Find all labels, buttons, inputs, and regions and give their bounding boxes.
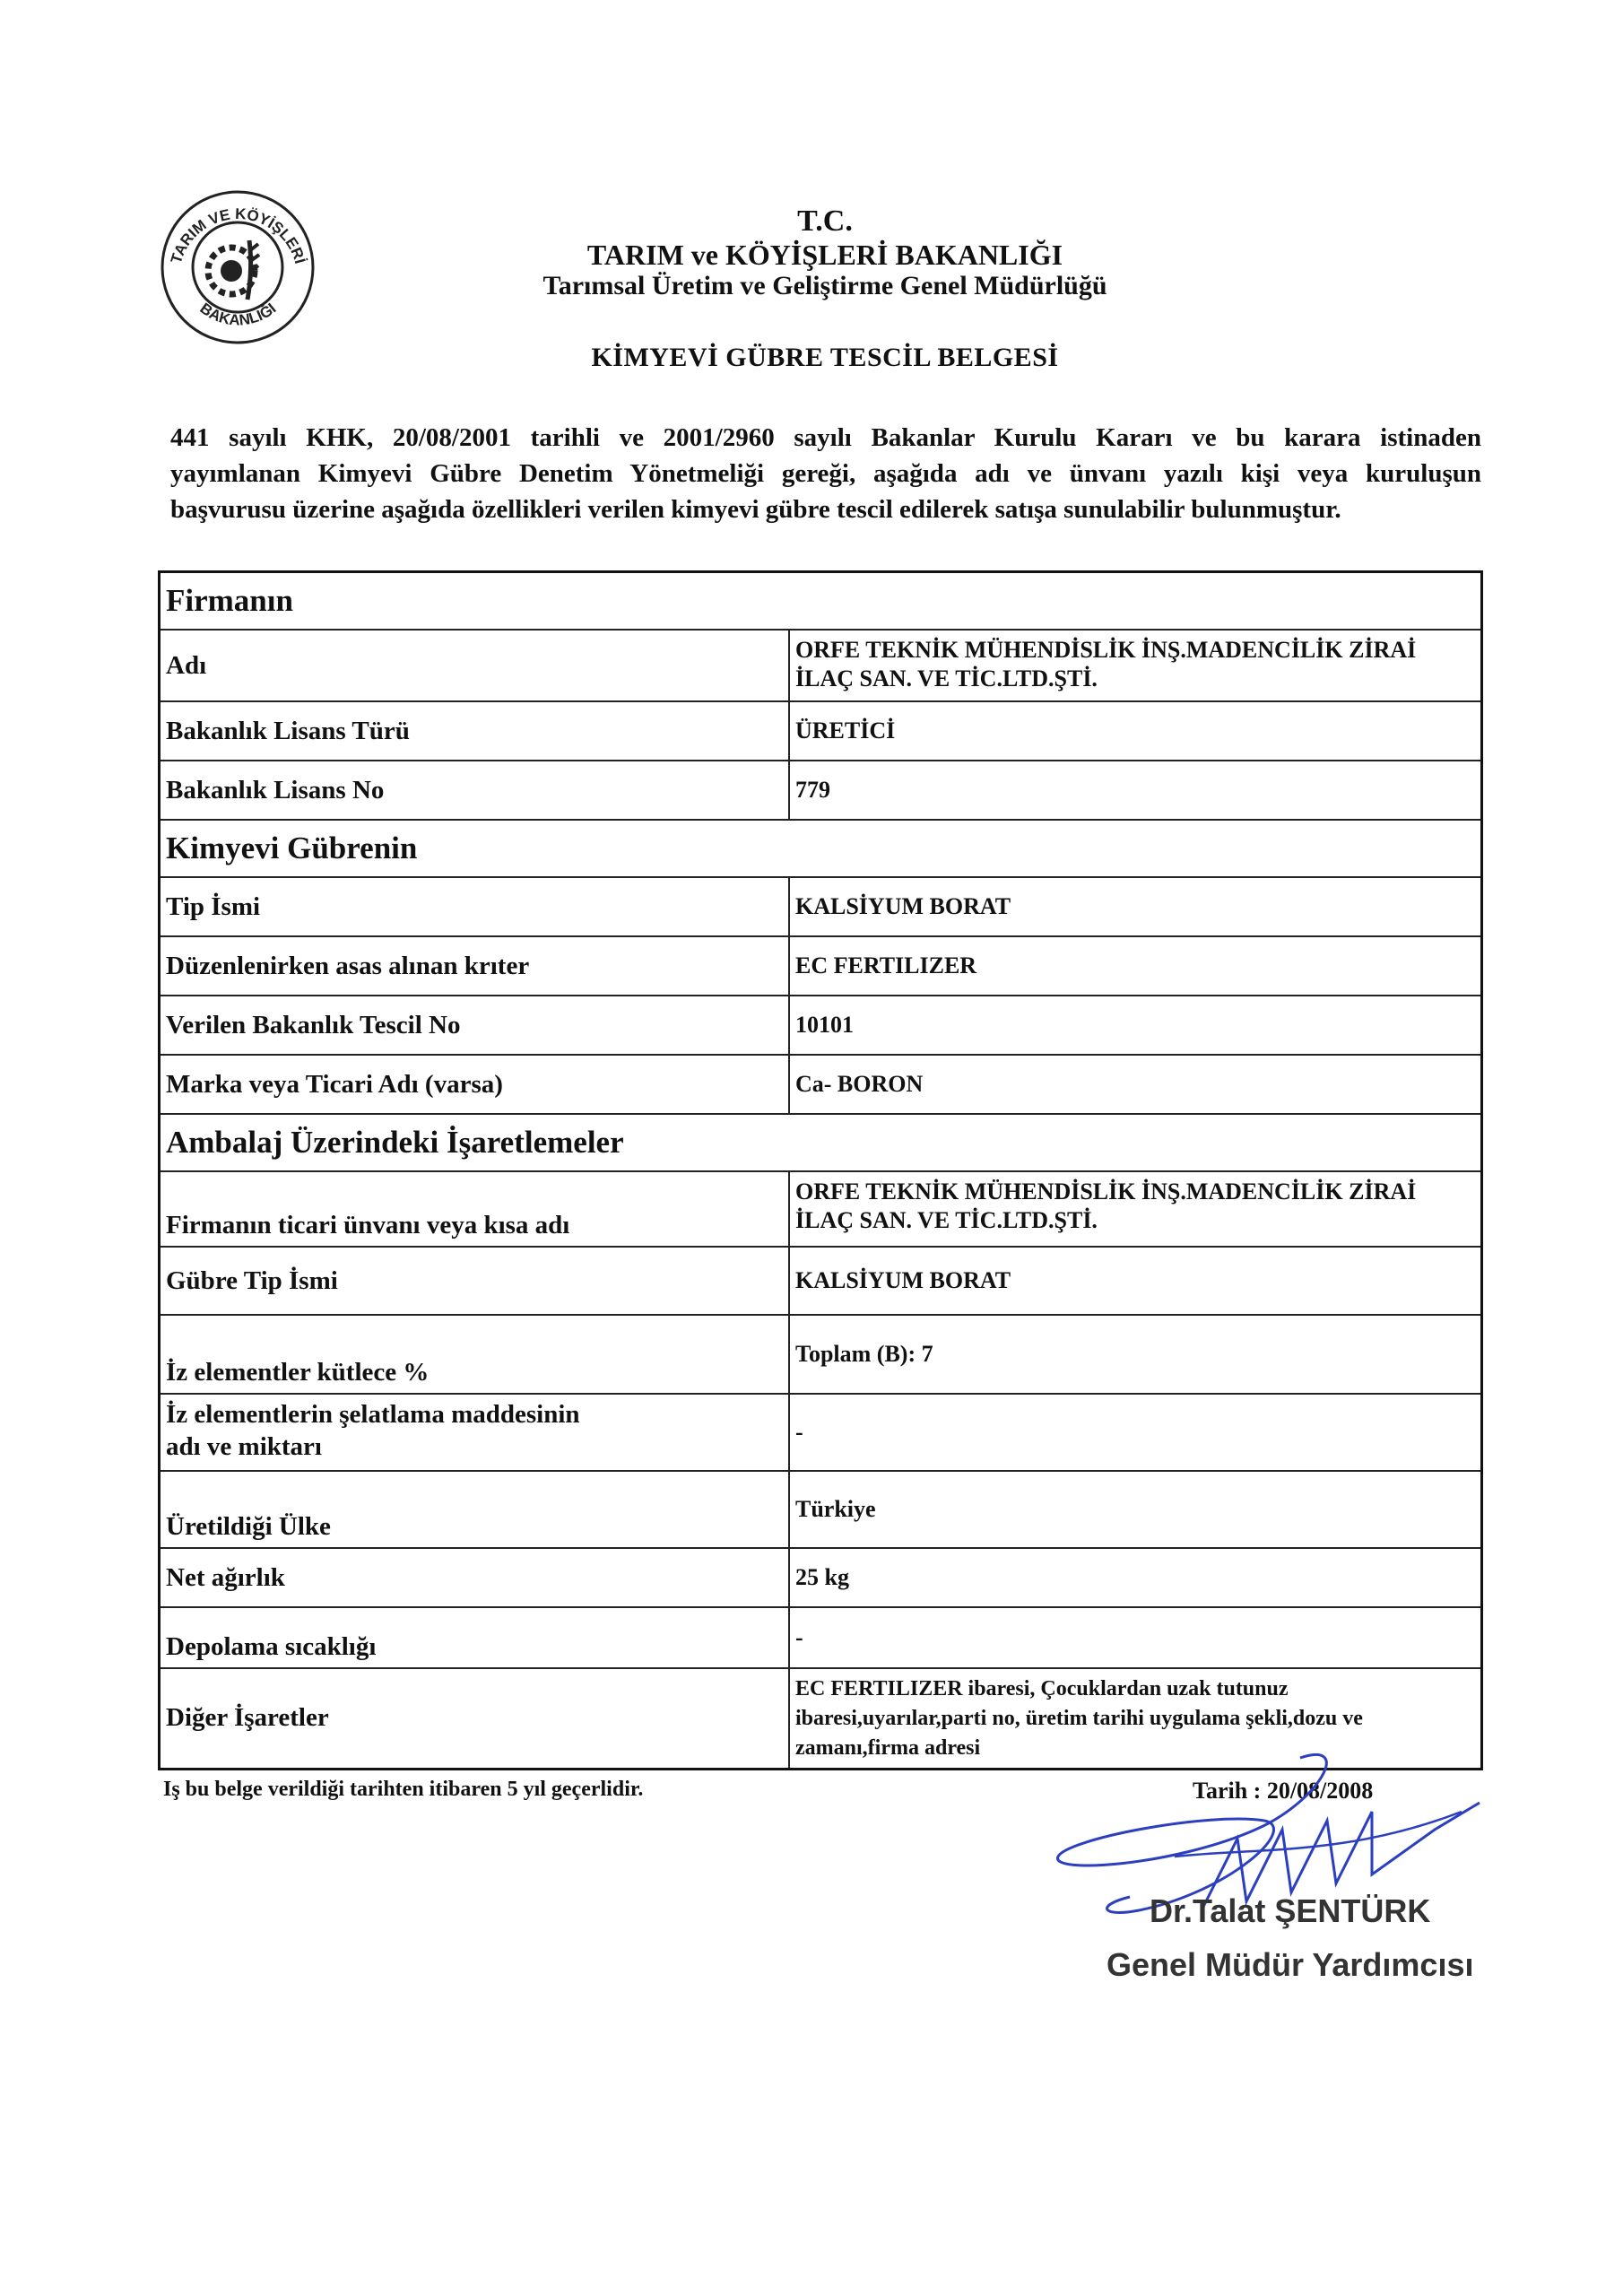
intro-line: yayımlanan Kimyevi Gübre Denetim Yönetmeliği gereği, aşağıda adı ve ünvanı yazılı kişi veya kuruluşun <box>170 459 1481 488</box>
storage-temp-label: Depolama sıcaklığı <box>160 1607 790 1668</box>
table-row <box>160 877 1482 936</box>
trace-elements-label: İz elementler kütlece % <box>160 1315 790 1394</box>
table-row <box>160 1471 1482 1548</box>
trace-elements-value: Toplam (B): 7 <box>789 1315 1482 1394</box>
fertilizer-type-name-value: KALSİYUM BORAT <box>789 1247 1482 1315</box>
table-row <box>160 1247 1482 1315</box>
table-row <box>160 761 1482 820</box>
fertilizer-type-name-label: Gübre Tip İsmi <box>160 1247 790 1315</box>
firm-name-line: ORFE TEKNİK MÜHENDİSLİK İNŞ.MADENCİLİK ZİRAİ <box>795 637 1417 663</box>
license-no-label: Bakanlık Lisans No <box>160 761 790 820</box>
section-row-firm <box>160 572 1482 631</box>
net-weight-value: 25 kg <box>789 1548 1482 1607</box>
net-weight-label: Net ağırlık <box>160 1548 790 1607</box>
table-row <box>160 1171 1482 1247</box>
registration-table <box>158 570 1483 1770</box>
other-marks-line: zamanı,firma adresi <box>795 1736 981 1760</box>
storage-temp-value: - <box>789 1607 1482 1668</box>
registration-no-value: 10101 <box>789 996 1482 1055</box>
trade-name-line: ORFE TEKNİK MÜHENDİSLİK İNŞ.MADENCİLİK ZİRAİ <box>795 1178 1417 1205</box>
trade-name-value <box>789 1171 1482 1247</box>
signer-name: Dr.Talat ŞENTÜRK <box>1150 1892 1431 1929</box>
intro-line: 441 sayılı KHK, 20/08/2001 tarihli ve 2001/2960 sayılı Bakanlar Kurulu Kararı ve bu karara istinaden <box>170 423 1481 452</box>
other-marks-label: Diğer İşaretler <box>160 1668 790 1769</box>
chelate-label <box>160 1394 790 1471</box>
type-name-value: KALSİYUM BORAT <box>789 877 1482 936</box>
criteria-value: EC FERTILIZER <box>789 936 1482 996</box>
chelate-value: - <box>789 1394 1482 1471</box>
chelate-label-line: adı ve miktarı <box>166 1432 322 1461</box>
header-tc: T.C. <box>797 204 853 238</box>
other-marks-line: EC FERTILIZER ibaresi, Çocuklardan uzak tutunuz <box>795 1677 1289 1700</box>
table-row <box>160 630 1482 701</box>
country-label: Üretildiği Ülke <box>160 1471 790 1548</box>
trade-name-label: Firmanın ticari ünvanı veya kısa adı <box>160 1171 790 1247</box>
section-title-firm: Firmanın <box>160 572 1482 631</box>
firm-name-label: Adı <box>160 630 790 701</box>
criteria-label: Düzenlenirken asas alınan krıter <box>160 936 790 996</box>
firm-name-value <box>789 630 1482 701</box>
table-row <box>160 1607 1482 1668</box>
type-name-label: Tip İsmi <box>160 877 790 936</box>
chelate-label-line: İz elementlerin şelatlama maddesinin <box>166 1400 580 1429</box>
intro-paragraph <box>170 420 1481 527</box>
validity-note: Iş bu belge verildiği tarihten itibaren 5 yıl geçerlidir. <box>163 1778 644 1801</box>
table-row <box>160 1548 1482 1607</box>
ministry-name: TARIM ve KÖYİŞLERİ BAKANLIĞI <box>586 239 1063 271</box>
trade-name-line: İLAÇ SAN. VE TİC.LTD.ŞTİ. <box>795 1207 1098 1233</box>
signer-title: Genel Müdür Yardımcısı <box>1107 1946 1474 1983</box>
intro-line: başvurusu üzerine aşağıda özellikleri verilen kimyevi gübre tescil edilerek satışa sunulabilir bulunmuştur. <box>170 495 1341 524</box>
svg-text:BAKANLIĞI: BAKANLIĞI <box>196 300 280 329</box>
table-row <box>160 701 1482 761</box>
other-marks-line: ibaresi,uyarılar,parti no, üretim tarihi uygulama şekli,dozu ve <box>795 1707 1363 1730</box>
brand-value: Ca- BORON <box>789 1055 1482 1114</box>
table-row <box>160 1394 1482 1471</box>
table-row <box>160 996 1482 1055</box>
country-value: Türkiye <box>789 1471 1482 1548</box>
section-row-packaging <box>160 1114 1482 1171</box>
license-type-label: Bakanlık Lisans Türü <box>160 701 790 761</box>
table-row <box>160 1055 1482 1114</box>
section-row-fertilizer <box>160 820 1482 877</box>
license-type-value: ÜRETİCİ <box>789 701 1482 761</box>
license-no-value: 779 <box>789 761 1482 820</box>
firm-name-line: İLAÇ SAN. VE TİC.LTD.ŞTİ. <box>795 665 1098 691</box>
section-title-packaging: Ambalaj Üzerindeki İşaretlemeler <box>160 1114 1482 1171</box>
section-title-fertilizer: Kimyevi Gübrenin <box>160 820 1482 877</box>
table-row <box>160 1315 1482 1394</box>
issue-date: Tarih : 20/08/2008 <box>1193 1778 1374 1804</box>
registration-no-label: Verilen Bakanlık Tescil No <box>160 996 790 1055</box>
svg-text:TARIM VE KÖYİŞLERİ: TARIM VE KÖYİŞLERİ <box>167 204 309 266</box>
brand-label: Marka veya Ticari Adı (varsa) <box>160 1055 790 1114</box>
table-row <box>160 936 1482 996</box>
directorate-name: Tarımsal Üretim ve Geliştirme Genel Müdürlüğü <box>542 271 1107 300</box>
ministry-seal <box>160 188 317 345</box>
document-title: KİMYEVİ GÜBRE TESCİL BELGESİ <box>591 343 1059 372</box>
